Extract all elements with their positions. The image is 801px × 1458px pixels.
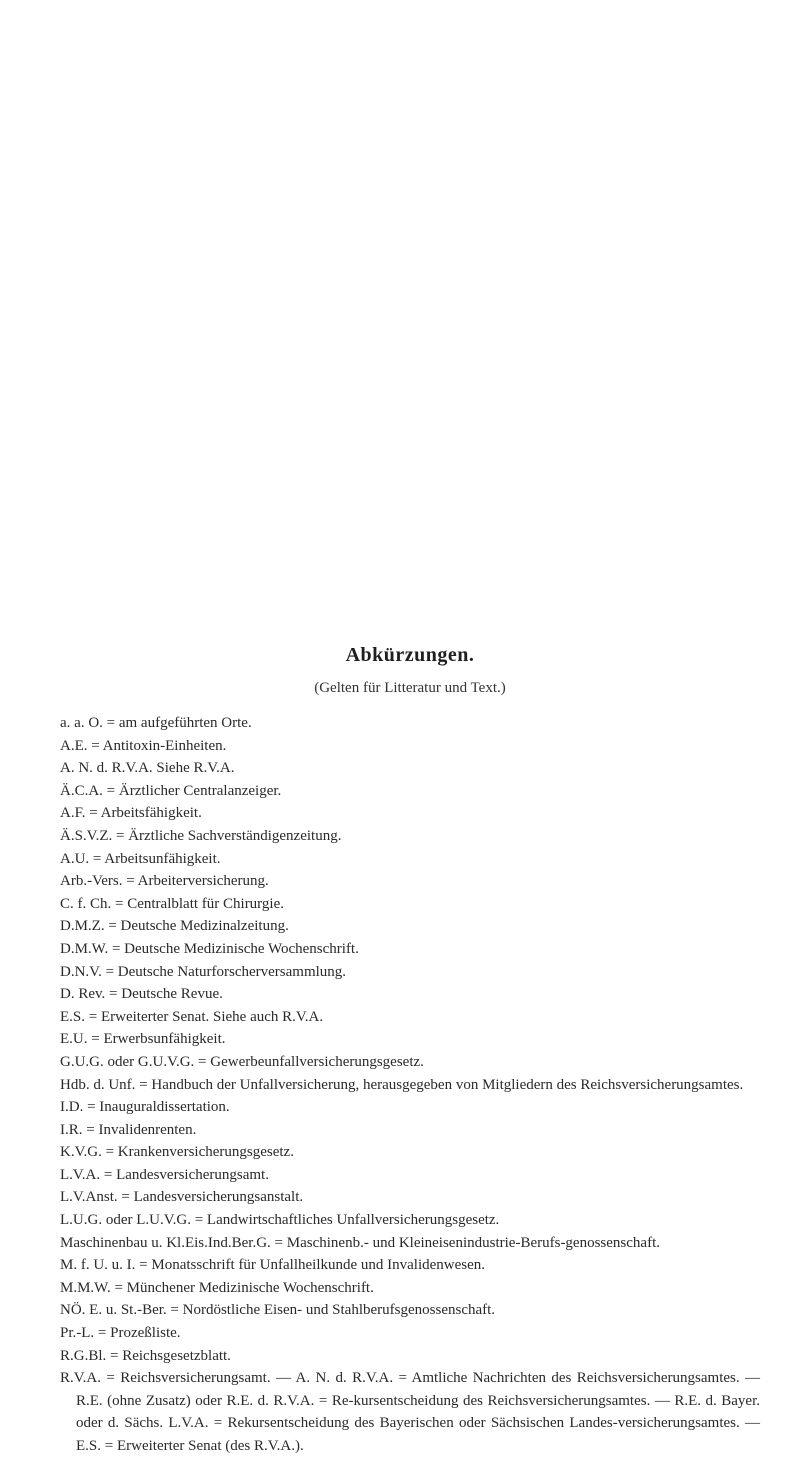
abbreviation-entry: A. N. d. R.V.A. Siehe R.V.A. xyxy=(60,760,235,777)
abbreviation-entry: I.D. = Inauguraldissertation. xyxy=(60,1099,230,1116)
abbreviation-entry: L.V.A. = Landesversicherungsamt. xyxy=(60,1166,269,1183)
abbreviation-entry: E.S. = Erweiterter Senat. Siehe auch R.V.A. xyxy=(60,1008,324,1025)
abbreviation-list xyxy=(60,712,760,1458)
abbreviation-entry: D.M.W. = Deutsche Medizinische Wochenschrift. xyxy=(60,940,359,957)
abbreviation-entry: NÖ. E. u. St.-Ber. = Nordöstliche Eisen- und Stahlberufsgenossenschaft. xyxy=(60,1302,496,1319)
abbreviation-entry: C. f. Ch. = Centralblatt für Chirurgie. xyxy=(60,895,284,912)
abbreviation-entry: M.M.W. = Münchener Medizinische Wochenschrift. xyxy=(60,1279,374,1296)
abbreviation-entry: Ä.S.V.Z. = Ärztliche Sachverständigenzeitung. xyxy=(60,827,342,844)
abbreviation-entry: Pr.-L. = Prozeßliste. xyxy=(60,1325,181,1342)
abbreviation-entry: D.M.Z. = Deutsche Medizinalzeitung. xyxy=(60,918,289,935)
abbreviation-entry: R.V.A. = Reichsversicherungsamt. — A. N. d. R.V.A. = Amtliche Nachrichten des Reichsversicherungsamtes. — R.E. (ohne Zusatz) oder R.E. d. R.V.A. = Re-kursentscheidung des Reichsversicherungsamtes. — R.E. d. Bayer. oder d. Sächs. L.V.A. = Rekursentscheidung des Bayerischen oder Sächsischen Landes-versicherungsamtes. — E.S. = Erweiterter Senat (des R.V.A.). xyxy=(60,1370,760,1454)
abbreviation-entry: Hdb. d. Unf. = Handbuch der Unfallversicherung, herausgegeben von Mitgliedern des Reichsversicherungsamtes. xyxy=(60,1076,744,1093)
abbreviation-entry: L.U.G. oder L.U.V.G. = Landwirtschaftliches Unfallversicherungsgesetz. xyxy=(60,1212,500,1229)
abbreviation-entry: G.U.G. oder G.U.V.G. = Gewerbeunfallversicherungsgesetz. xyxy=(60,1053,424,1070)
abbreviation-entry: D.N.V. = Deutsche Naturforscherversammlung. xyxy=(60,963,347,980)
abbreviation-entry: M. f. U. u. I. = Monatsschrift für Unfallheilkunde und Invalidenwesen. xyxy=(60,1257,486,1274)
page-title: Abkürzungen. xyxy=(345,644,475,666)
abbreviation-entry: L.V.Anst. = Landesversicherungsanstalt. xyxy=(60,1189,304,1206)
abbreviation-entry: K.V.G. = Krankenversicherungsgesetz. xyxy=(60,1144,294,1161)
abbreviation-entry: I.R. = Invalidenrenten. xyxy=(60,1121,197,1138)
abbreviation-entry: A.F. = Arbeitsfähigkeit. xyxy=(60,805,202,822)
page-subtitle: (Gelten für Litteratur und Text.) xyxy=(314,680,506,696)
abbreviation-entry: D. Rev. = Deutsche Revue. xyxy=(60,986,223,1003)
abbreviation-entry: a. a. O. = am aufgeführten Orte. xyxy=(60,715,252,731)
abbreviation-entry: A.U. = Arbeitsunfähigkeit. xyxy=(60,850,221,867)
abbreviation-entry: Maschinenbau u. Kl.Eis.Ind.Ber.G. = Maschinenb.- und Kleineisenindustrie-Berufs-genossenschaft. xyxy=(60,1234,660,1251)
abbreviation-entry: Ä.C.A. = Ärztlicher Centralanzeiger. xyxy=(60,782,282,799)
abbreviation-entry: A.E. = Antitoxin-Einheiten. xyxy=(60,737,227,754)
document-page xyxy=(60,0,760,1454)
abbreviation-entry: R.G.Bl. = Reichsgesetzblatt. xyxy=(60,1347,231,1364)
abbreviation-entry: E.U. = Erwerbsunfähigkeit. xyxy=(60,1031,226,1048)
abbreviation-entry: Arb.-Vers. = Arbeiterversicherung. xyxy=(60,873,269,890)
